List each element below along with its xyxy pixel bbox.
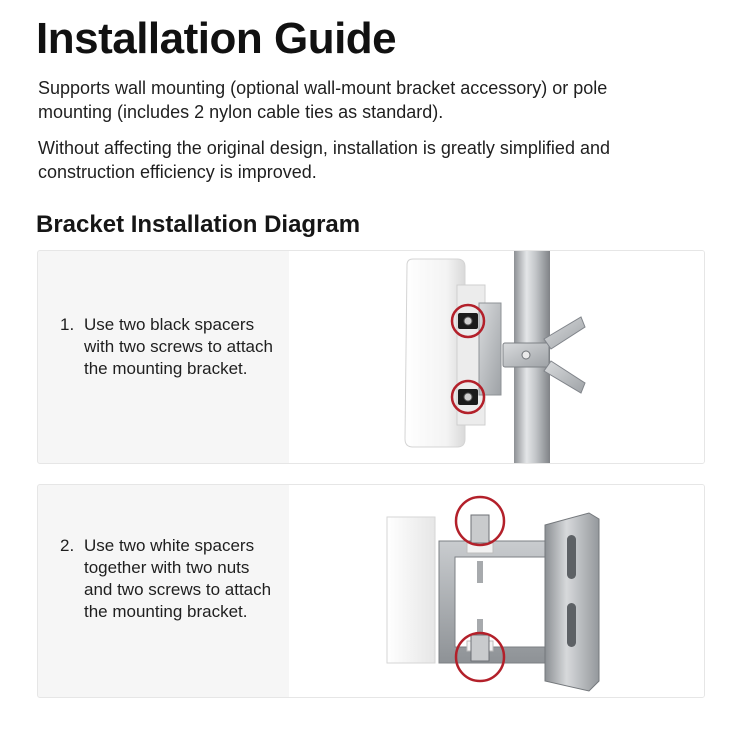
step-2-text: Use two white spacers together with two nuts and two screws to attach the mounting bracket.: [84, 536, 272, 621]
bracket-closeup-photo: [289, 485, 704, 697]
step-2-number: 2.: [60, 536, 75, 555]
section-title: Bracket Installation Diagram: [36, 211, 361, 238]
step-2-instruction: [60, 535, 280, 623]
step-card-2: [37, 484, 705, 698]
step-1-instruction: [60, 314, 280, 380]
step-1-text: Use two black spacers with two screws to attach the mounting bracket.: [84, 315, 273, 378]
step-1-number: 1.: [60, 315, 75, 334]
note-paragraph: Without affecting the original design, installation is greatly simplified and construction efficiency is improved.: [38, 138, 610, 182]
step-card-1: [37, 250, 705, 464]
intro-paragraph: Supports wall mounting (optional wall-mount bracket accessory) or pole mounting (includes 2 nylon cable ties as standard).: [38, 78, 608, 122]
bracket-pole-mount-photo: [289, 251, 704, 463]
page-title: Installation Guide: [36, 14, 397, 63]
